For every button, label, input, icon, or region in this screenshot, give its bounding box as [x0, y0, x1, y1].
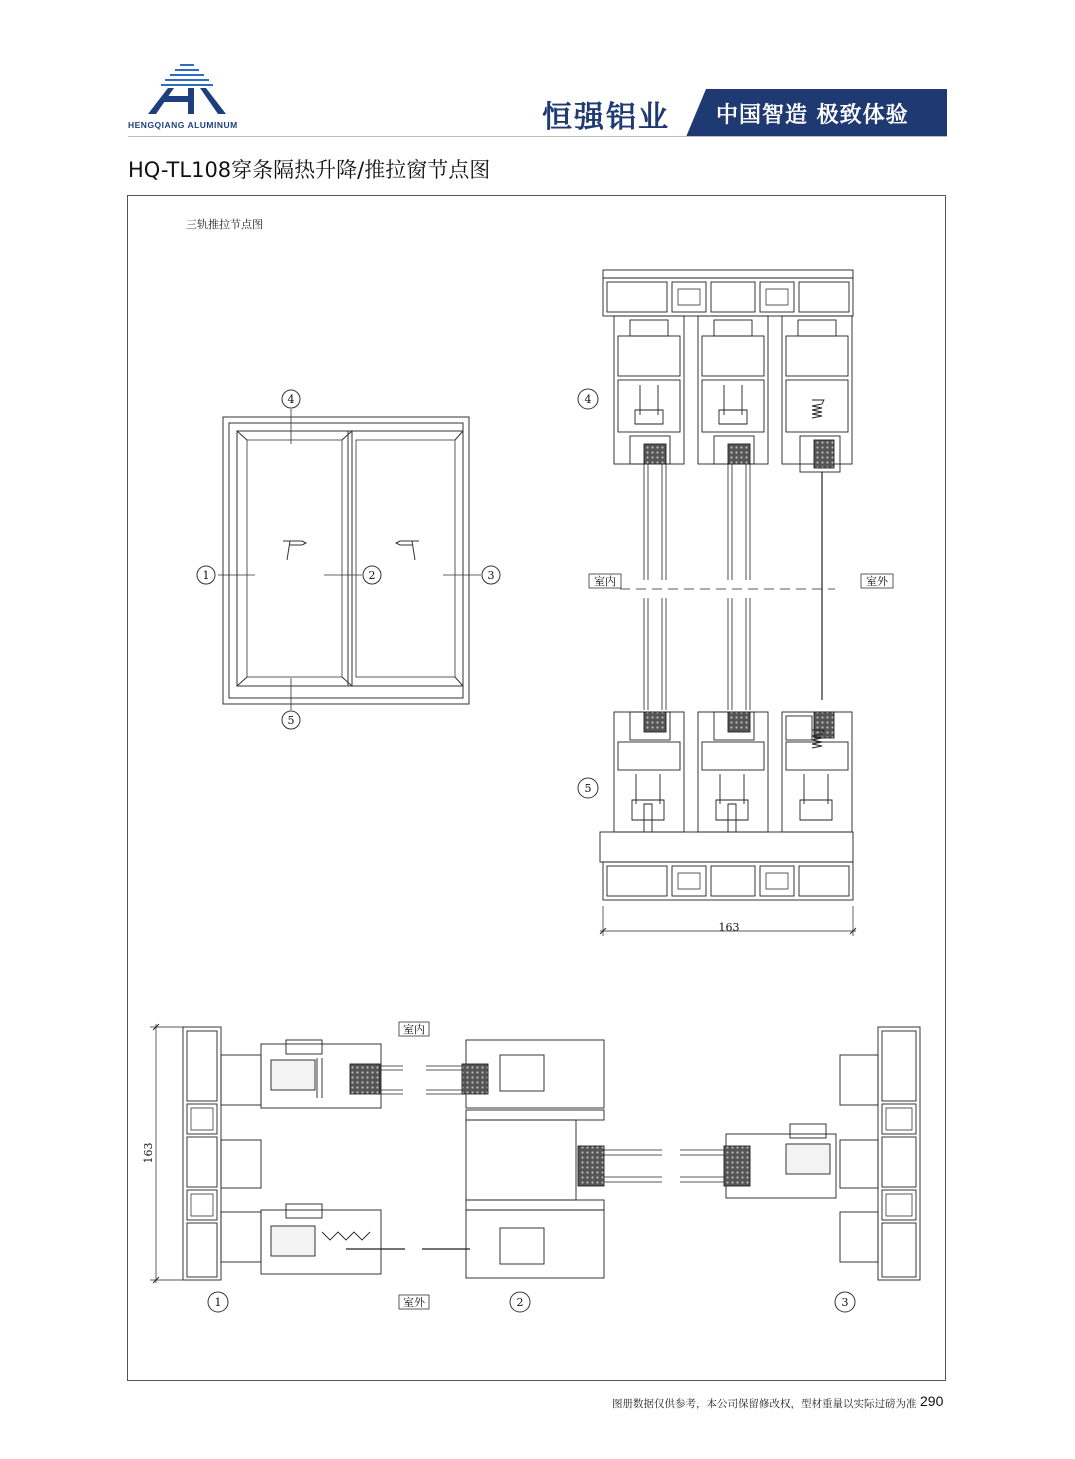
footer-note: 图册数据仅供参考，本公司保留修改权，型材重量以实际过磅为准 [612, 1398, 917, 1410]
drawing-subtitle: 三轨推拉节点图 [186, 218, 263, 231]
hsec-indoor-label: 室内 [403, 1023, 425, 1036]
hsec-callout-1: 1 [214, 1296, 222, 1309]
hsec-height-dimension: 163 [142, 1142, 155, 1164]
vertical-section-labels [578, 389, 893, 934]
vsec-indoor-label: 室内 [594, 575, 616, 588]
callout-5: 5 [287, 714, 295, 727]
brand-name: 恒强铝业 [542, 100, 670, 135]
callout-3: 3 [487, 569, 495, 582]
vertical-section [600, 270, 856, 936]
page-title: HQ-TL108穿条隔热升降/推拉窗节点图 [128, 158, 491, 182]
vsec-callout-4: 4 [584, 393, 592, 406]
hsec-callout-3: 3 [841, 1296, 849, 1309]
callout-2: 2 [368, 569, 376, 582]
hsec-callout-2: 2 [516, 1296, 524, 1309]
horizontal-section [150, 1024, 920, 1283]
callout-4: 4 [287, 393, 295, 406]
slogan: 中国智造 极致体验 [716, 103, 909, 128]
page-number: 290 [920, 1393, 944, 1409]
vsec-width-dimension: 163 [718, 921, 740, 934]
logo-text: HENGQIANG ALUMINUM [128, 120, 238, 130]
vsec-callout-5: 5 [584, 782, 592, 795]
hsec-outdoor-label: 室外 [403, 1296, 425, 1309]
window-elevation [218, 409, 481, 710]
callout-1: 1 [202, 569, 210, 582]
vsec-outdoor-label: 室外 [866, 575, 888, 588]
